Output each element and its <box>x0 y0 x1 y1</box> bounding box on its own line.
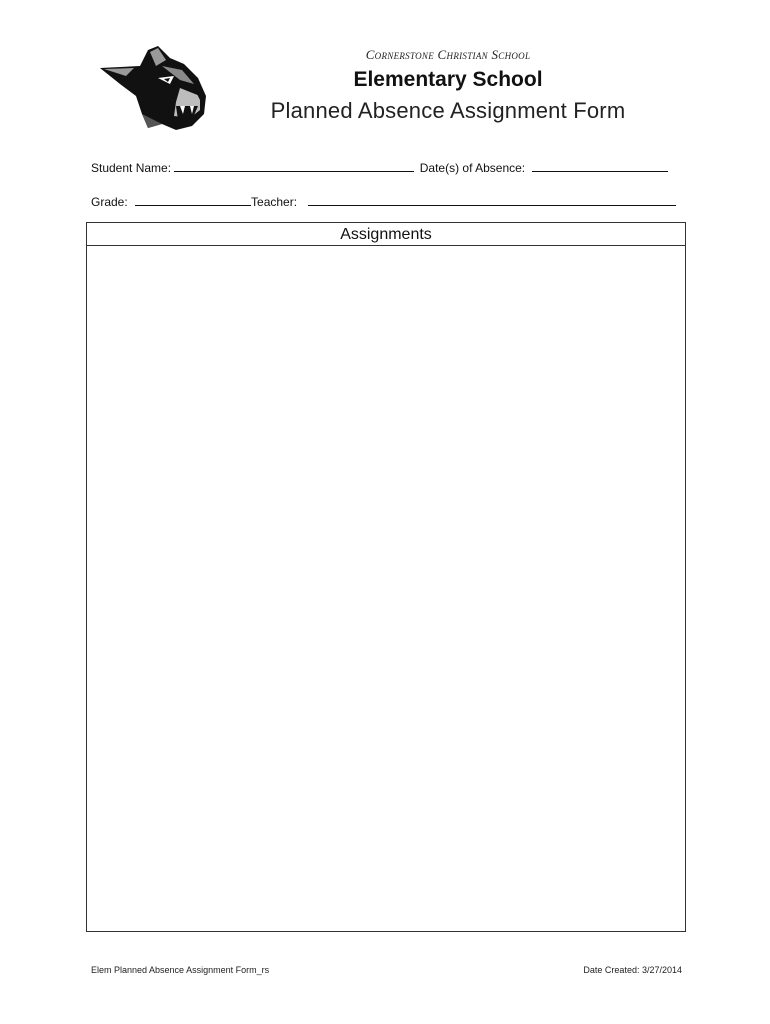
teacher-label: Teacher: <box>251 195 298 209</box>
grade-field[interactable] <box>135 194 251 206</box>
form-title: Planned Absence Assignment Form <box>270 98 626 123</box>
student-name-label: Student Name: <box>91 161 172 175</box>
student-info-row <box>91 160 668 175</box>
division-title: Elementary School <box>353 68 543 91</box>
cougar-head-icon <box>96 44 212 132</box>
assignments-box[interactable] <box>86 222 686 932</box>
teacher-field[interactable] <box>308 194 676 206</box>
grade-teacher-row <box>91 194 676 209</box>
student-name-field[interactable] <box>174 160 414 172</box>
dates-of-absence-field[interactable] <box>532 160 668 172</box>
dates-of-absence-label: Date(s) of Absence: <box>419 161 526 175</box>
school-name: Cornerstone Christian School <box>365 47 531 62</box>
footer-doc-name: Elem Planned Absence Assignment Form_rs <box>91 965 270 975</box>
grade-label: Grade: <box>91 195 128 209</box>
footer-date-created: Date Created: 3/27/2014 <box>583 965 682 975</box>
assignments-header: Assignments <box>87 223 685 246</box>
